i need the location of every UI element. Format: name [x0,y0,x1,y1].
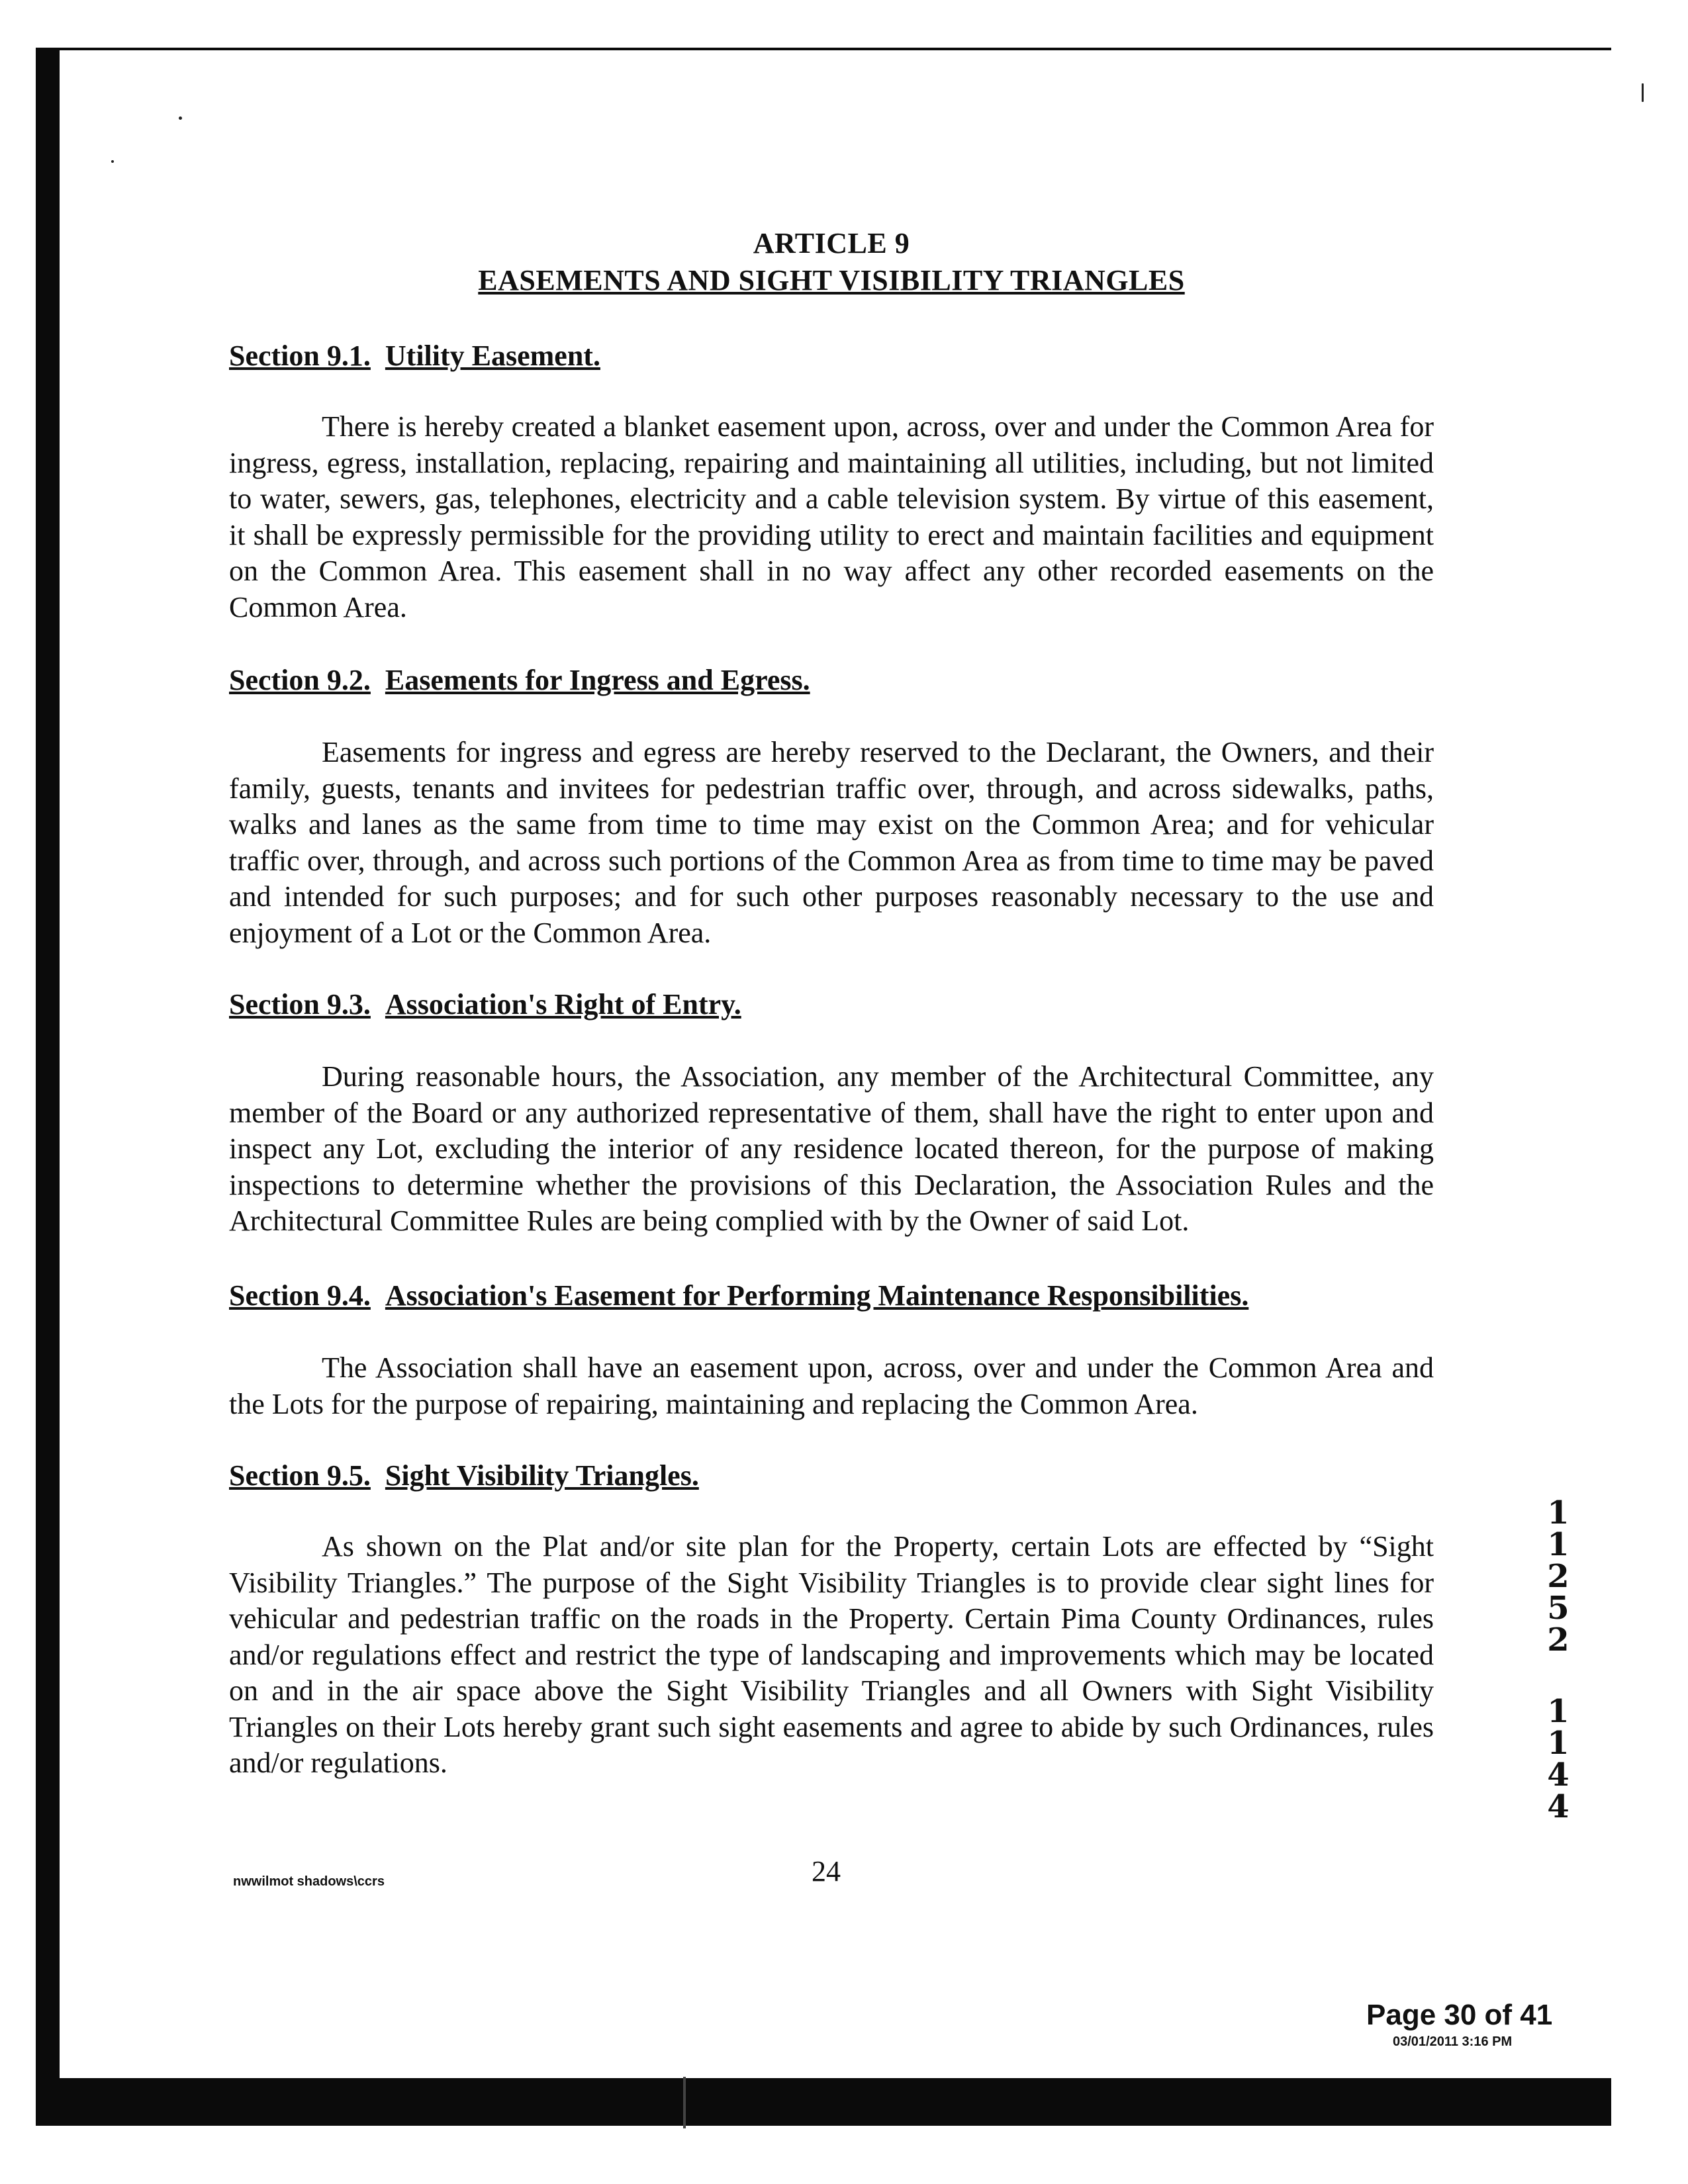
scan-border-top [36,48,1611,50]
section-title: Easements for Ingress and Egress. [385,664,810,696]
section-body-9-4: The Association shall have an easement upon, across, over and under the Common Area and the Lots for the purpose of repairing, maintaining and replacing the Common Area. [229,1351,1434,1420]
recording-datetime: 03/01/2011 3:16 PM [1393,2034,1513,2049]
section-body-9-3: During reasonable hours, the Association, any member of the Architectural Committee, any member of the Board or any authorized representative of them, shall have the right to enter upon and inspect any Lot, excluding the interior of any residence located thereon, for the purpose of making inspections to determine whether the provisions of this Declaration, the Association Rules and the Architectural Committee Rules are being complied with by the Owner of said Lot. [229,1060,1434,1237]
section-heading-9-2 [229,662,810,699]
stamp-digit: 1 [1547,1693,1570,1730]
recording-page-count: Page 30 of 41 [1366,1999,1553,2031]
scan-border-bottom [36,2078,1611,2126]
stamp-digit: 1 [1547,1494,1570,1531]
section-number: Section 9.1. [229,340,371,372]
page-number: 24 [812,1855,841,1888]
scan-border-notch [683,2077,686,2128]
scan-speck [111,160,114,163]
article-subtitle: EASEMENTS AND SIGHT VISIBILITY TRIANGLES [478,264,1185,296]
stamp-digit: 4 [1547,1788,1570,1825]
section-title: Association's Easement for Performing Maintenance Responsibilities. [385,1279,1249,1312]
section-number: Section 9.2. [229,664,371,696]
stamp-digit: 1 [1547,1725,1570,1762]
section-body-9-1: There is hereby created a blanket easement upon, across, over and under the Common Area for ingress, egress, installation, replacing, repairing and maintaining all utilities, including, but not limited to water, sewers, gas, telephones, electricity and a cable television system. By virtue of this easement, it shall be expressly permissible for the providing utility to erect and maintain facilities and equipment on the Common Area. This easement shall in no way affect any other recorded easements on the Common Area. [229,410,1434,623]
scan-speck [179,116,182,120]
scan-border-left [36,48,60,2126]
stamp-digit: 1 [1547,1526,1570,1563]
footer-file-reference: nwwilmot shadows\ccrs [233,1874,385,1889]
section-heading-9-4 [229,1277,1248,1314]
stamp-digit: 5 [1547,1590,1570,1627]
scan-speck [1642,83,1644,102]
section-body-9-2: Easements for ingress and egress are hereby reserved to the Declarant, the Owners, and their family, guests, tenants and invitees for pedestrian traffic over, through, and across sidewalks, paths, walks and lanes as the same from time to time may exist on the Common Area; and for vehicular traffic over, through, and across such portions of the Common Area as from time to time may be paved and intended for such purposes; and for such other purposes reasonably necessary to the use and enjoyment of a Lot or the Common Area. [229,736,1434,949]
recording-number-vertical [1546,1494,1570,1825]
section-heading-9-5 [229,1457,699,1494]
section-number: Section 9.4. [229,1279,371,1312]
section-heading-9-3 [229,986,741,1023]
stamp-digit: 2 [1547,1558,1570,1595]
section-title: Utility Easement. [385,340,600,372]
article-title: ARTICLE 9 [753,227,910,259]
stamp-digit: 2 [1547,1621,1570,1659]
section-heading-9-1 [229,338,600,375]
stamp-digit: 4 [1547,1756,1570,1794]
section-number: Section 9.3. [229,988,371,1021]
article-heading [229,225,1434,299]
section-title: Association's Right of Entry. [385,988,741,1021]
section-number: Section 9.5. [229,1459,371,1492]
section-title: Sight Visibility Triangles. [385,1459,699,1492]
section-body-9-5: As shown on the Plat and/or site plan for the Property, certain Lots are effected by “Sight Visibility Triangles.” The purpose of the Sight Visibility Triangles is to provide clear sight lines for vehicular and pedestrian traffic on the roads in the Property. Certain Pima County Ordinances, rules and/or regulations effect and restrict the type of landscaping and improvements which may be located on and in the air space above the Sight Visibility Triangles and all Owners with Sight Visibility Triangles on their Lots hereby grant such sight easements and agree to abide by such Ordinances, rules and/or regulations. [229,1530,1434,1779]
